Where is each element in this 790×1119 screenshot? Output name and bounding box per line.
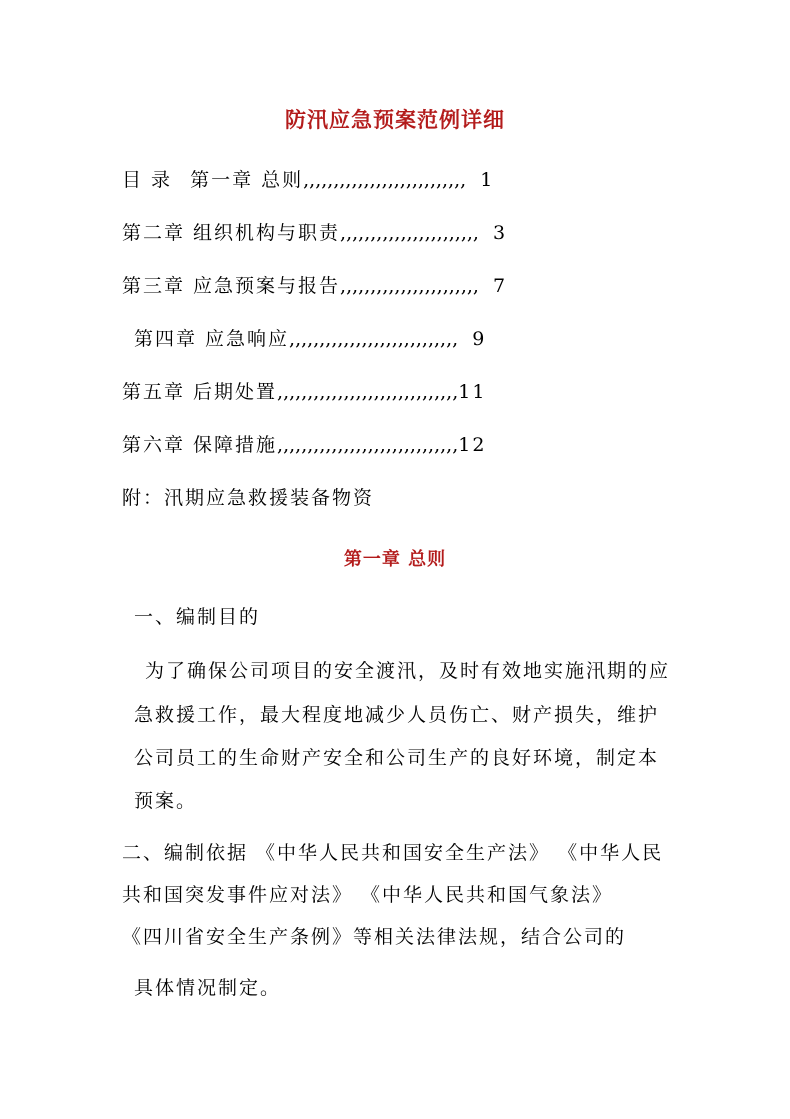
paragraph-line: 具体情况制定。 [134, 977, 282, 999]
section-heading: 一、编制目的 [134, 606, 261, 628]
toc-page-number: 1 [480, 169, 495, 191]
paragraph-line: 公司员工的生命财产安全和公司生产的良好环境，制定本 [134, 747, 660, 769]
toc-line-4 [134, 327, 486, 351]
paragraph-line: 急救援工作，最大程度地减少人员伤亡、财产损失，维护 [134, 704, 660, 726]
toc-label: 第六章 保障措施 [122, 434, 278, 456]
toc-leader: ,,,,,,,,,,,,,,,,,,,,,,, [340, 275, 479, 297]
toc-label: 第一章 总则 [190, 169, 304, 191]
toc-label: 第二章 组织机构与职责 [122, 222, 341, 244]
paragraph-line: 预案。 [134, 790, 198, 812]
toc-leader: ,,,,,,,,,,,,,,,,,,,,,,, [340, 222, 479, 244]
toc-label: 第三章 应急预案与报告 [122, 275, 341, 297]
paragraph-line: 共和国突发事件应对法》 《中华人民共和国气象法》 [122, 884, 614, 906]
paragraph-line: 《四川省安全生产条例》等相关法律法规，结合公司的 [122, 926, 627, 948]
toc-label: 第五章 后期处置 [122, 381, 278, 403]
paragraph-line: 为了确保公司项目的安全渡汛，及时有效地实施汛期的应 [145, 660, 671, 682]
toc-page-number: 9 [472, 328, 487, 350]
toc-leader: ,,,,,,,,,,,,,,,,,,,,,,,,,,,,,, [277, 434, 459, 456]
toc-page-number: 11 [458, 381, 487, 403]
toc-leader: ,,,,,,,,,,,,,,,,,,,,,,,,,,,, [289, 328, 459, 350]
toc-line-5 [122, 380, 486, 404]
toc-line-2 [122, 221, 507, 245]
toc-page-number: 7 [493, 275, 508, 297]
toc-line-3 [122, 274, 507, 298]
document-title: 防汛应急预案范例详细 [285, 107, 505, 132]
toc-label: 第四章 应急响应 [134, 328, 290, 350]
chapter-heading: 第一章 总则 [343, 549, 447, 570]
toc-line-1 [122, 168, 494, 192]
toc-line-6 [122, 433, 486, 457]
toc-page-number: 3 [493, 222, 508, 244]
toc-page-number: 12 [458, 434, 487, 456]
toc-appendix: 附：汛期应急救援装备物资 [122, 487, 375, 509]
toc-leader: ,,,,,,,,,,,,,,,,,,,,,,,,,,,,,, [277, 381, 459, 403]
toc-prefix: 目 录 [122, 169, 173, 191]
paragraph-line: 二、编制依据 《中华人民共和国安全生产法》 《中华人民 [122, 842, 664, 864]
toc-leader: ,,,,,,,,,,,,,,,,,,,,,,,,,,, [303, 169, 467, 191]
